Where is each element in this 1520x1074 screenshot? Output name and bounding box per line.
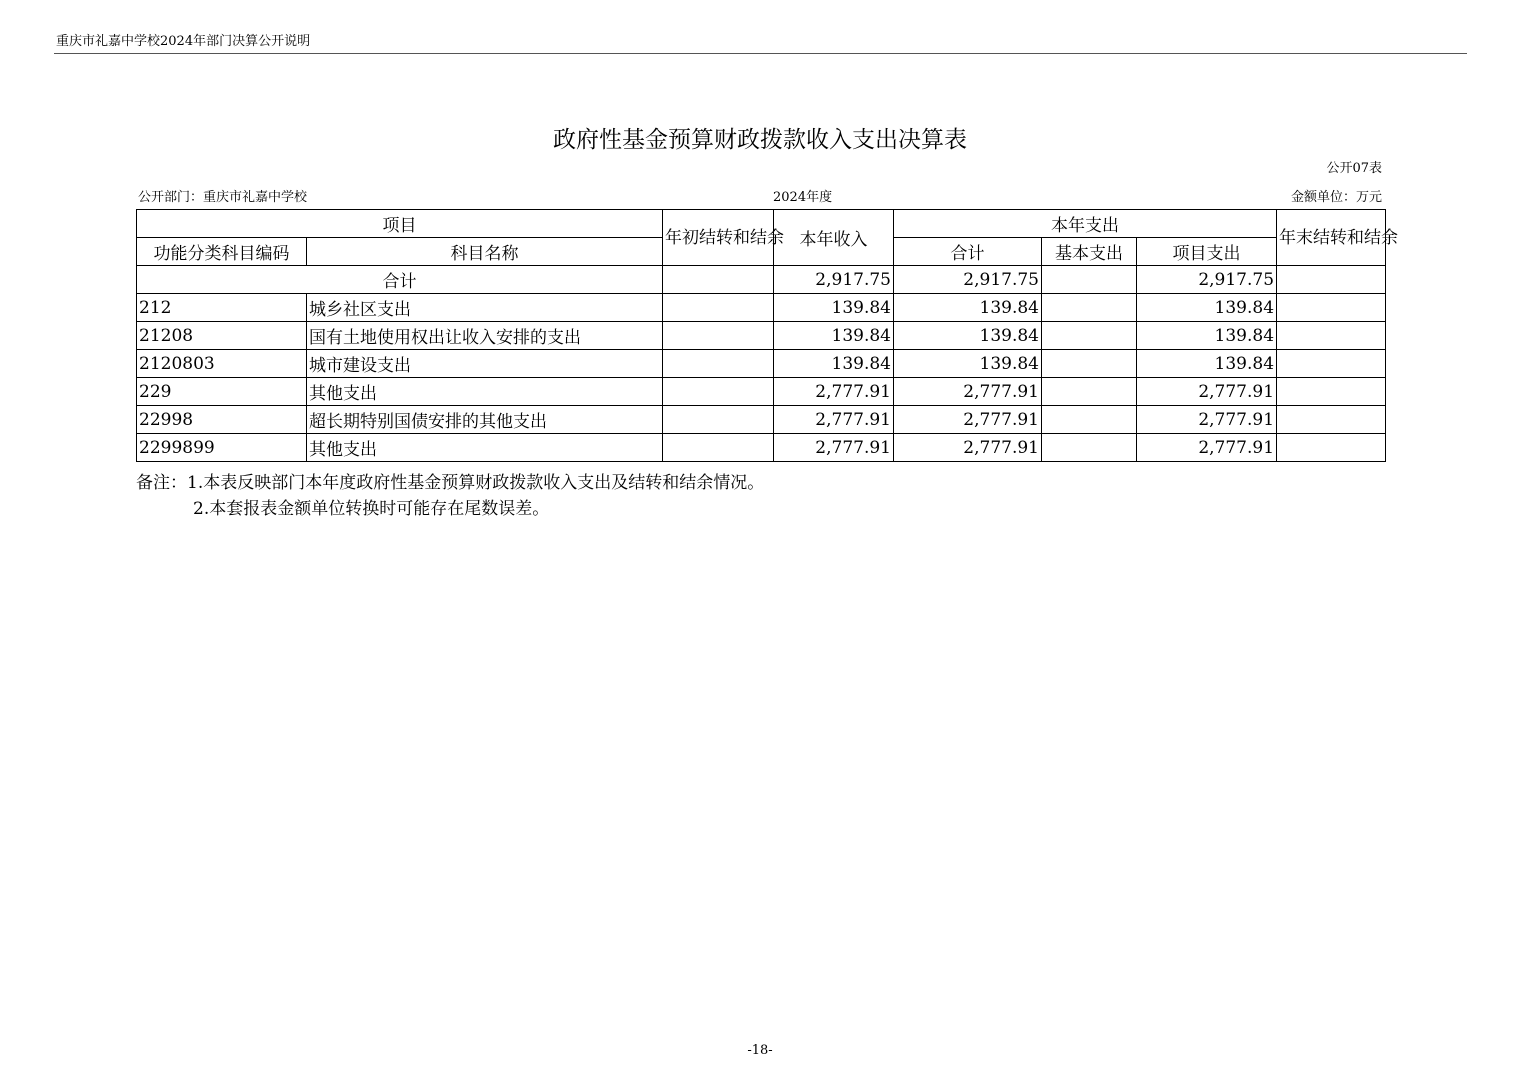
row-opening [663, 294, 774, 322]
header-closing-balance: 年末结转和结余 [1277, 210, 1386, 266]
report-title: 政府性基金预算财政拨款收入支出决算表 [553, 127, 967, 153]
page-number: -18- [747, 1043, 773, 1058]
row-code: 22998 [137, 406, 307, 434]
row-exp-basic [1042, 322, 1137, 350]
row-code: 2120803 [137, 350, 307, 378]
row-exp-total: 139.84 [894, 322, 1042, 350]
table-row [137, 322, 1386, 350]
row-exp-total: 139.84 [894, 350, 1042, 378]
budget-table [136, 209, 1399, 462]
notes [136, 470, 764, 522]
total-row [137, 266, 1386, 294]
row-opening [663, 378, 774, 406]
row-code: 2299899 [137, 434, 307, 462]
note-line-2: 2.本套报表金额单位转换时可能存在尾数误差。 [193, 499, 550, 519]
row-closing [1277, 322, 1386, 350]
row-closing [1277, 350, 1386, 378]
row-exp-total: 2,777.91 [894, 434, 1042, 462]
row-exp-project: 2,777.91 [1137, 406, 1277, 434]
row-name: 其他支出 [307, 378, 663, 406]
header-code: 功能分类科目编码 [137, 238, 307, 266]
total-exp-basic [1042, 266, 1137, 294]
row-exp-project: 2,777.91 [1137, 378, 1277, 406]
total-opening [663, 266, 774, 294]
table-row [137, 434, 1386, 462]
total-exp-total: 2,917.75 [894, 266, 1042, 294]
row-exp-basic [1042, 378, 1137, 406]
row-code: 21208 [137, 322, 307, 350]
table-number: 公开07表 [1326, 161, 1382, 176]
total-income: 2,917.75 [774, 266, 894, 294]
row-closing [1277, 406, 1386, 434]
total-label: 合计 [137, 266, 663, 294]
header-exp-project: 项目支出 [1137, 238, 1277, 266]
header-item: 项目 [137, 210, 663, 238]
running-header: 重庆市礼嘉中学校2024年部门决算公开说明 [56, 34, 311, 49]
department-label: 公开部门：重庆市礼嘉中学校 [138, 190, 308, 205]
header-exp-basic: 基本支出 [1042, 238, 1137, 266]
table-row [137, 294, 1386, 322]
row-opening [663, 322, 774, 350]
row-income: 139.84 [774, 350, 894, 378]
row-closing [1277, 378, 1386, 406]
row-income: 139.84 [774, 322, 894, 350]
row-name: 超长期特别国债安排的其他支出 [307, 406, 663, 434]
header-divider [54, 53, 1467, 54]
row-exp-project: 139.84 [1137, 294, 1277, 322]
table-row [137, 406, 1386, 434]
total-exp-project: 2,917.75 [1137, 266, 1277, 294]
row-exp-basic [1042, 434, 1137, 462]
header-income: 本年收入 [774, 210, 894, 266]
header-name: 科目名称 [307, 238, 663, 266]
row-opening [663, 406, 774, 434]
row-income: 139.84 [774, 294, 894, 322]
row-income: 2,777.91 [774, 406, 894, 434]
amount-unit: 金额单位：万元 [1290, 190, 1382, 205]
row-closing [1277, 294, 1386, 322]
header-exp-total: 合计 [894, 238, 1042, 266]
header-expenditure: 本年支出 [894, 210, 1277, 238]
row-exp-basic [1042, 350, 1137, 378]
row-code: 212 [137, 294, 307, 322]
row-opening [663, 350, 774, 378]
row-exp-total: 139.84 [894, 294, 1042, 322]
row-closing [1277, 434, 1386, 462]
row-name: 城市建设支出 [307, 350, 663, 378]
row-name: 国有土地使用权出让收入安排的支出 [307, 322, 663, 350]
total-closing [1277, 266, 1386, 294]
header-opening-balance: 年初结转和结余 [663, 210, 774, 266]
row-income: 2,777.91 [774, 434, 894, 462]
row-code: 229 [137, 378, 307, 406]
row-income: 2,777.91 [774, 378, 894, 406]
row-exp-project: 139.84 [1137, 322, 1277, 350]
header-row-1 [137, 210, 1386, 238]
row-exp-project: 139.84 [1137, 350, 1277, 378]
row-exp-basic [1042, 294, 1137, 322]
note-line-1: 备注：1.本表反映部门本年度政府性基金预算财政拨款收入支出及结转和结余情况。 [136, 473, 765, 493]
row-opening [663, 434, 774, 462]
row-exp-total: 2,777.91 [894, 378, 1042, 406]
row-exp-total: 2,777.91 [894, 406, 1042, 434]
row-name: 其他支出 [307, 434, 663, 462]
fiscal-year: 2024年度 [773, 190, 833, 205]
row-exp-basic [1042, 406, 1137, 434]
table-row [137, 350, 1386, 378]
table-row [137, 378, 1386, 406]
row-name: 城乡社区支出 [307, 294, 663, 322]
row-exp-project: 2,777.91 [1137, 434, 1277, 462]
